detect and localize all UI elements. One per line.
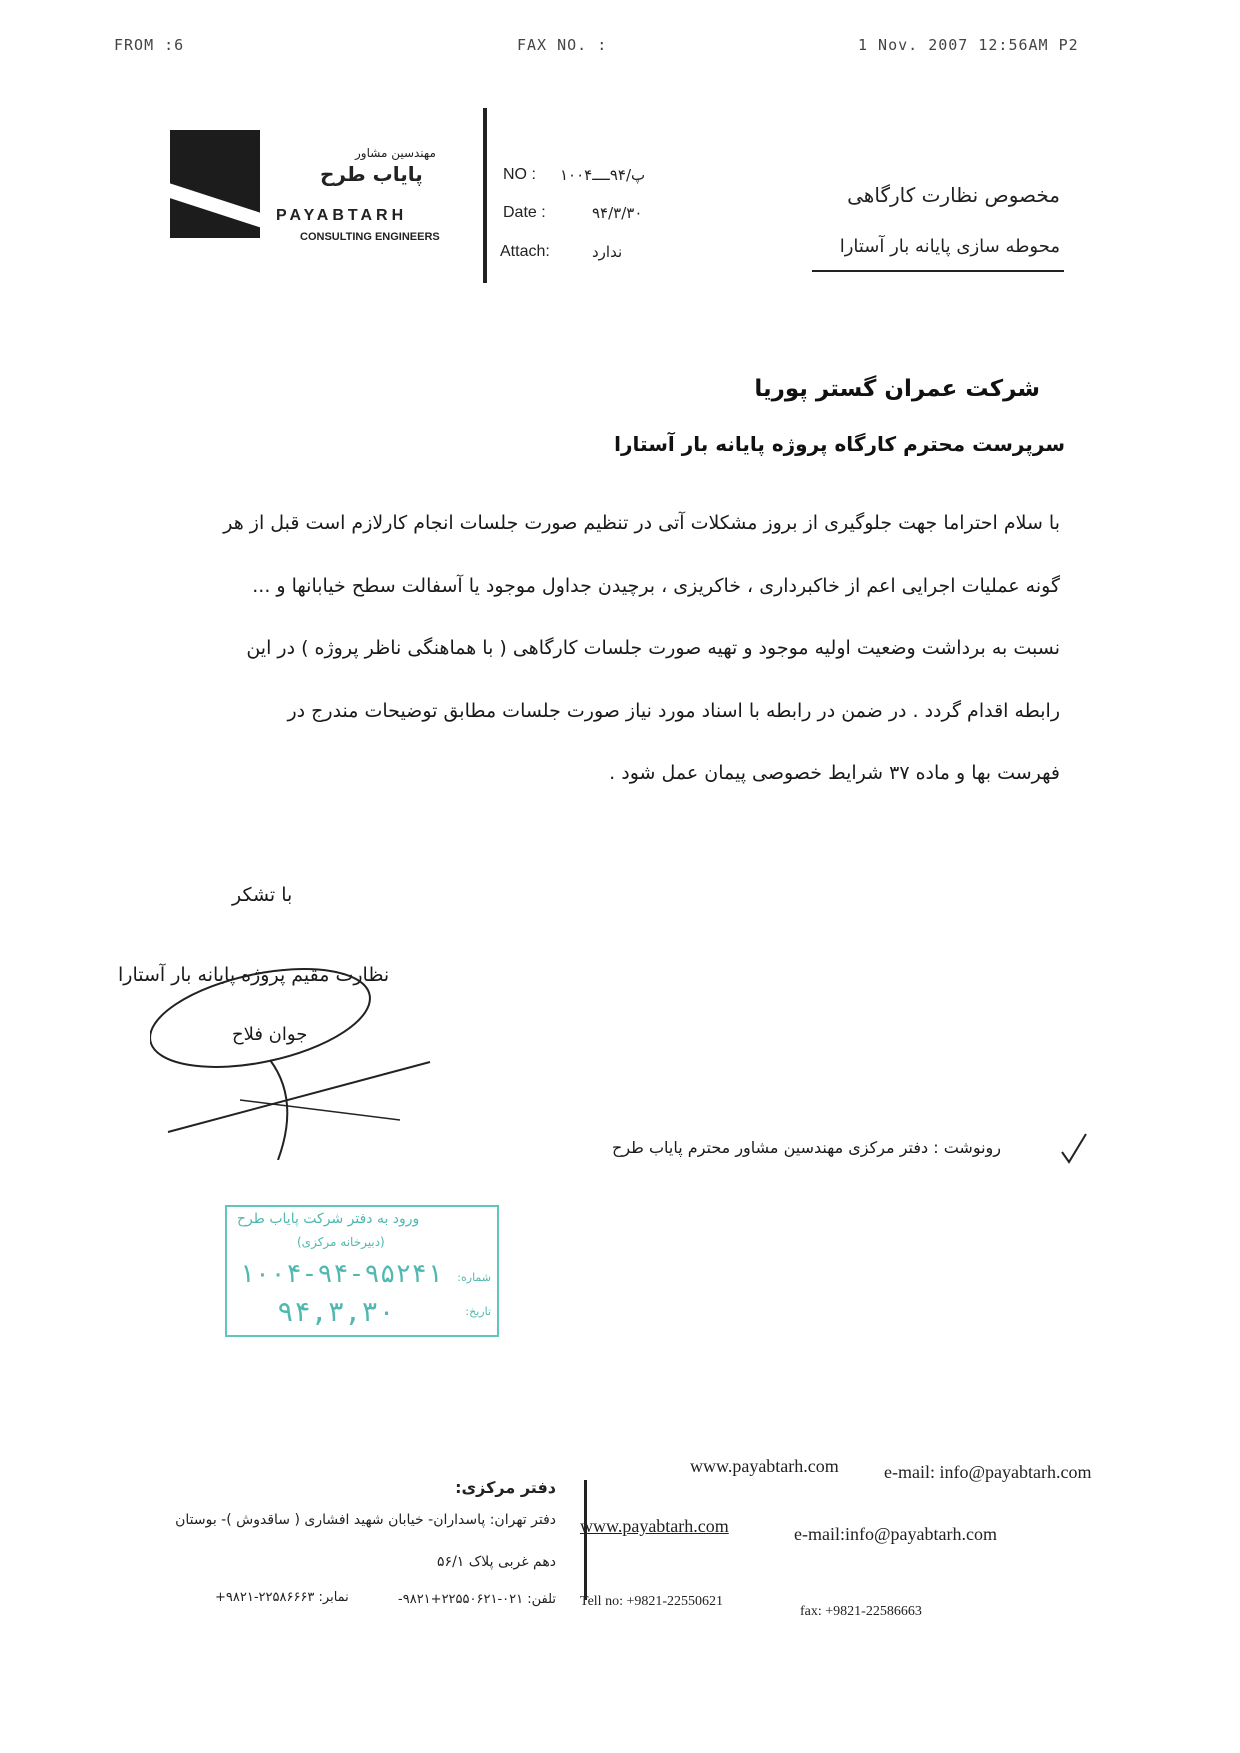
checkmark-icon xyxy=(1060,1132,1088,1166)
header-underline xyxy=(812,270,1064,272)
body-line-5: فهرست بها و ماده ۳۷ شرایط خصوصی پیمان عمل شود . xyxy=(609,762,1060,784)
fax-number: FAX NO. : xyxy=(517,36,608,54)
footer-divider xyxy=(584,1480,587,1600)
footer-office-fax: نمابر: ۲۲۵۸۶۶۶۳-۹۸۲۱+ xyxy=(215,1590,349,1605)
footer-email[interactable]: e-mail:info@payabtarh.com xyxy=(794,1524,998,1544)
body-line-2: گونه عملیات اجرایی اعم از خاکبرداری ، خاکریزی ، برچیدن جداول موجود یا آسفالت سطح خیابانها و ... xyxy=(252,575,1060,597)
header-subtitle: محوطه سازی پایانه بار آستارا xyxy=(839,236,1060,257)
logo-english-name: PAYABTARH xyxy=(276,207,408,224)
footer-office-phone: تلفن: ۰۲۱-۲۲۵۵۰۶۲۱+۹۸۲۱- xyxy=(398,1592,556,1607)
attention-line: سرپرست محترم کارگاه پروژه پایانه بار آستارا xyxy=(614,432,1065,456)
signatory-title: نظارت مقیم پروژه پایانه بار آستارا xyxy=(118,964,390,986)
logo-farsi-name: پایاب طرح xyxy=(320,162,423,186)
letterhead-divider xyxy=(483,108,487,283)
carbon-copy: رونوشت : دفتر مرکزی مهندسین مشاور محترم پایاب طرح xyxy=(612,1138,1001,1157)
body-line-1: با سلام احتراما جهت جلوگیری از بروز مشکلات آتی در تنظیم صورت جلسات انجام کارلازم است قبل از هر xyxy=(223,512,1060,534)
ref-no-label: NO : xyxy=(503,166,536,183)
header-title: مخصوص نظارت کارگاهی xyxy=(847,183,1060,207)
addressee: شرکت عمران گستر پوریا xyxy=(754,376,1040,402)
reception-stamp xyxy=(225,1205,499,1337)
stamp-number: ۱۰۰۴-۹۴-۹۵۲۴۱ xyxy=(239,1259,443,1289)
stamp-number-label: شماره: xyxy=(457,1271,491,1284)
ref-date-label: Date : xyxy=(503,204,546,221)
signatory-name: جوان فلاح xyxy=(232,1024,308,1045)
footer-email-top[interactable]: e-mail: info@payabtarh.com xyxy=(884,1462,1092,1482)
body-line-4: رابطه اقدام گردد . در ضمن در رابطه با اسناد مورد نیاز صورت جلسات مطابق توضیحات مندرج در xyxy=(287,700,1060,722)
ref-date-value: ۹۴/۳/۳۰ xyxy=(592,204,643,222)
stamp-subtitle: (دبیرخانه مرکزی) xyxy=(297,1235,385,1249)
footer-office-address-1: دفتر تهران: پاسداران- خیابان شهید افشاری ( ساقدوش )- بوستان xyxy=(175,1512,556,1528)
handwritten-signature xyxy=(150,950,450,1160)
ref-no-value: پ/۹۴ــــ۱۰۰۴ xyxy=(560,166,646,184)
closing: با تشکر xyxy=(232,884,293,906)
stamp-date-label: تاریخ: xyxy=(465,1305,491,1318)
footer-office-title: دفتر مرکزی: xyxy=(455,1478,556,1497)
footer-office-address-2: دهم غربی پلاک ۵۶/۱ xyxy=(437,1554,556,1570)
footer-tel: Tell no: +9821-22550621 xyxy=(580,1594,724,1609)
logo-fa-caption: مهندسین مشاور xyxy=(355,146,436,160)
body-line-3: نسبت به برداشت وضعیت اولیه موجود و تهیه صورت جلسات کارگاهی ( با هماهنگی ناظر پروژه ) در این xyxy=(246,637,1060,659)
ref-attach-value: ندارد xyxy=(592,243,623,261)
footer-fax: fax: +9821-22586663 xyxy=(800,1604,922,1619)
ref-attach-label: Attach: xyxy=(500,243,550,260)
fax-datetime: 1 Nov. 2007 12:56AM P2 xyxy=(858,36,1079,54)
fax-from: FROM :6 xyxy=(114,36,185,54)
company-logo-mark xyxy=(170,130,260,238)
stamp-title: ورود به دفتر شرکت پایاب طرح xyxy=(237,1211,420,1227)
logo-subtitle: CONSULTING ENGINEERS xyxy=(300,231,440,243)
stamp-date: ۹۴,۳,۳۰ xyxy=(277,1295,396,1328)
footer-website[interactable]: www.payabtarh.com xyxy=(580,1516,729,1536)
footer-website-top[interactable]: www.payabtarh.com xyxy=(690,1456,839,1476)
